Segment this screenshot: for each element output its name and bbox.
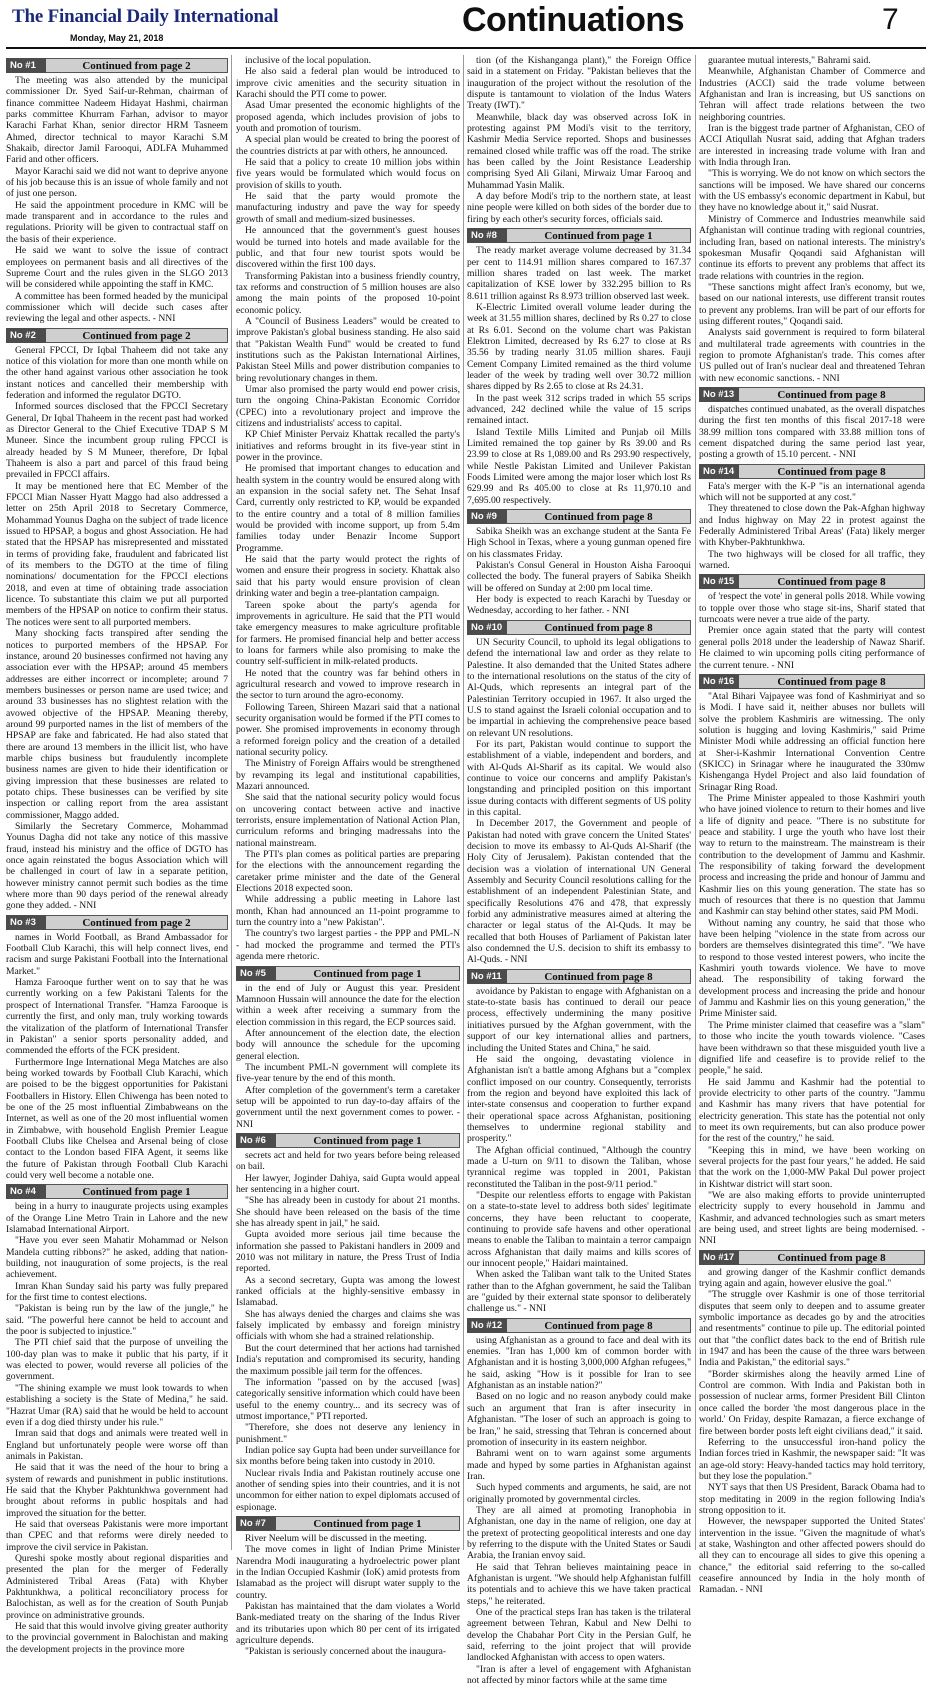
story (6, 58, 228, 325)
story-number: No #15 (699, 574, 739, 589)
paragraph: K-Electric Limited overall volume leader during the week at 31.55 million shares, declined by Rs 0.27 to close at Rs 6.01. Second on the volume chart was Pakistan Elektron Limited, decreased by Rs 6.27 to close at Rs 35.56 by trading nearly 31.05 million shares. Fauji Cement Company Limited remained as the third volume leader of the week by trading well over 30.72 million shares dipped by Rs 2.65 to close at Rs 24.31. (467, 301, 691, 393)
paragraph: Pakistan has maintained that the dam violates a World Bank-mediated treaty on the sharing of the Indus River and its tributaries upon which 80 per cent of its irrigated agriculture depends. (236, 1601, 460, 1647)
paragraph: "The shining example we must look towards to when establishing a society is the State of Medina," he said. "Hazrat Umar (RA) said that he would be held to account even if a dog died thirsty under his rule." (6, 1382, 228, 1428)
paragraph: Without naming any country, he said that those who have been helping "violence in the state from across our borders are themselves disintegrated this time". "We have to respond to those vested interest powers, who incite the Kashmiri youth towards violence. We have to move ahead. The responsibility of taking forward the development process and increasing the pride and honour of Jammu and Kashmir lies on this young generation," the Prime Minister said. (699, 917, 925, 1020)
paragraph: He said the ongoing, devastating violence in Afghanistan isn't a battle among Afghans but a "complex conflict imposed on our country. Consequently, terrorists from the region and beyond have exploited this lack of inter-state consensus and cooperation to further expand their operational space across Afghanistan, positioning themselves to undermine regional stability and prosperity." (467, 1053, 691, 1145)
paragraph: of 'respect the vote' in general polls 2018. While vowing to topple over those who stage sit-ins, Sharif stated that turncoats were never a true aide of the party. (699, 591, 925, 626)
paragraph: She has always denied the charges and claims she was falsely implicated by embassy and foreign ministry officials with whom she had a strained relationship. (236, 1308, 460, 1343)
paragraph: She said that the national security policy would focus on uncovering contact between active and inactive terrorists, ensure implementation of National Action Plan, curriculum reforms and bringing madressahs into the national mainstream. (236, 792, 460, 849)
story-header (699, 464, 925, 479)
story-number: No #17 (699, 1250, 739, 1265)
paragraph: Many shocking facts transpired after sending the notices to purported members of the HPSAP. For instance, around 20 businesses confirmed not having any association ever with the HPSAP; around 45 members addresses are either incorrect or incomplete; around 7 members businesses or person name are used twice; and around 33 businesses has no slightest relation with the avowed objective of the HPSAP. Meaning thereby, around 99 purported names in the list of members of the HPSAP are fake and fabricated. He had also stated that there are around 13 members in the illicit list, who have marble chips business but fraudulently incomplete business names are given to hide their identification or giving impression that these businesses are related to potato chips. These businesses can be verified by site inspection or calling report from the area assistant commissioner, Maggo added. (6, 628, 228, 821)
story-header (467, 1318, 691, 1333)
paragraph: "These sanctions might affect Iran's economy, but we, based on our national interests, use different transit routes to prevent any problems. Iran will be part of our efforts for using different routes," Qoqandi said. (699, 281, 925, 327)
column-4 (699, 55, 925, 1596)
paragraph: A day before Modi's trip to the northern state, at least nine people were killed on both sides of the border due to firing by each other's security forces, officials said. (467, 191, 691, 225)
story (467, 228, 691, 506)
paragraph: He said we want to solve the issue of contract employees on permanent basis and all directives of the Supreme Court and the rules given in the SLGO 2013 will be considered while appointing the staff in KMC. (6, 245, 228, 291)
story-header (236, 1133, 460, 1148)
story-title: Continued from page 2 (46, 58, 228, 73)
paragraph: The meeting was also attended by the municipal commissioner Dr. Syed Saif-ur-Rehman, chairman of finance committee Nadeem Hidayat Hashmi, chairman parks committee Khurram Farhan, advisor to mayor Karachi Farhat Khan, senior director HRM Tasneem Ahmed, director technical to mayor Karachi S.M Shakaib, director Jamil Farooqui, ADLFA Muhammed Farid and other officers. (6, 75, 228, 166)
column-2 (236, 55, 460, 1658)
story-header (236, 966, 460, 981)
story-title: Continued from page 8 (739, 674, 925, 689)
story (699, 464, 925, 572)
paragraph: secrets act and held for two years before being released on bail. (236, 1149, 460, 1173)
story-title: Continued from page 8 (507, 620, 691, 635)
story-title: Continued from page 8 (739, 464, 925, 479)
paragraph: For its part, Pakistan would continue to support the establishment of a viable, independent and borders, and with Al-Quds Al-Sharif as its capital. We would also continue to voice our concerns and amplify Pakistan's longstanding and principled position on this important issue during contacts with different segments of US polity in this capital. (467, 738, 691, 818)
story-title: Continued from page 2 (46, 328, 228, 343)
story (467, 509, 691, 617)
paragraph: But the court determined that her actions had tarnished India's reputation and compromised its security, handing the maximum possible jail term for the offences. (236, 1342, 460, 1377)
paragraph: Umar also promised the party would end power crisis, turn the ongoing China-Pakistan Economic Corridor (CPEC) into a revolutionary project and improve the citizens and industrialists' access to capital. (236, 383, 460, 429)
paragraph: Premier once again stated that the party will contest general polls 2018 under the leadership of Nawaz Sharif. He claimed to win upcoming polls citing performance of the current tenure. - NNI (699, 625, 925, 671)
story-number: No #8 (467, 228, 507, 243)
paragraph: The two highways will be closed for all traffic, they warned. (699, 548, 925, 572)
story-title: Continued from page 8 (507, 969, 691, 984)
paragraph: Informed sources disclosed that the FPCCI Secretary General, Dr Iqbal Thaheem in the recent past had worked as Director General to the Chief Executive TDAP S M Muneer. Since the incumbent group ruling FPCCI is already headed by S M Muneer, therefore, Dr Iqbal Thaheem is also a part and parcel of this fraud being prevailed in FPCCI affairs. (6, 401, 228, 481)
story-title: Continued from page 8 (507, 1318, 691, 1333)
paragraph: and growing danger of the Kashmir conflict demands trying again and again, however elusive the goal." (699, 1266, 925, 1290)
story-header (467, 509, 691, 524)
paragraph: names in World Football, as Brand Ambassador for Football Club Karachi, this will help connect lives, end racism and surge Pakistani Football into the International Market." (6, 931, 228, 977)
story (236, 1516, 460, 1658)
paragraph: The Ministry of Foreign Affairs would be strengthened by revamping its legal and institutional capabilities, Mazari announced. (236, 758, 460, 792)
paragraph: KP Chief Minister Pervaiz Khattak recalled the party's initiatives and reforms brought in its five-year stint in power in the province. (236, 429, 460, 464)
paragraph: UN Security Council, to uphold its legal obligations to defend the international law and order as they relate to Palestine. It also demanded that the United States adhere to the international resolutions on the status of the city of Al-Quds, which represents an integral part of the Palestinian Territory occupied in 1967. It also urged the U.S to stand against the Israeli colonial occupation and to be impartial in achieving the comprehensive peace based on relevant UN resolutions. (467, 636, 691, 739)
paragraph: He said that the party would protect the rights of women and ensure their progress in society. Khattak also said that his party would ensure provision of clean drinking water and begin a tree-plantation campaign. (236, 554, 460, 600)
paragraph: After announcement of the election date, the election body will announce the schedule for the upcoming general election. (236, 1027, 460, 1062)
paragraph: Asad Umar presented the economic highlights of the proposed agenda, which includes provision of jobs to youth and promotion of tourism. (236, 100, 460, 135)
paragraph: Transforming Pakistan into a business friendly country, tax reforms and construction of 5 million houses are also among the main points of the proposed 10-point economic policy. (236, 270, 460, 316)
paragraph: "Have you ever seen Mahatir Mohammad or Nelson Mandela cutting ribbons?" he asked, adding that nation-building, not inauguration of some projects, is the real achievement. (6, 1235, 228, 1281)
masthead: The Financial Daily International (12, 6, 279, 27)
paragraph: tion (of the Kishanganga plant)," the Foreign Office said in a statement on Friday. "Pakistan believes that the inauguration of the project without the resolution of the dispute is tantamount to violation of the Indus Waters Treaty (IWT)." (467, 55, 691, 112)
paragraph: The Afghan official continued, "Although the country made a U-turn on 9/11 to disown the Taliban, whose tyrannical regime was toppled in 2001, Pakistan reconstituted the Taliban in the post-9/11 period." (467, 1144, 691, 1190)
paragraph: Meanwhile, black day was observed across IoK in protesting against PM Modi's visit to the territory, Kashmir Media Service reported. Shops and businesses remained closed while traffic was off the road. The strike has been called by the Joint Resistance Leadership comprising Syed Ali Gilani, Mirwaiz Umar Farooq and Muhammad Yasin Malik. (467, 111, 691, 191)
story-number: No #4 (6, 1184, 46, 1199)
paragraph: Iran is the biggest trade partner of Afghanistan, CEO of ACCI Atiqullah Nusrat said, adding that Afghan traders are interested in increasing trade volume with Iran and with India through Iran. (699, 123, 925, 169)
story-title: Continued from page 2 (46, 915, 228, 930)
story-title: Continued from page 8 (507, 509, 691, 524)
paragraph: "The struggle over Kashmir is one of those territorial disputes that seem only to deepen and to assume greater symbolic importance as decades go by and the atrocities and resentments" continue to pile up. The editorial pointed out that "the conflict dates back to the end of British rule in 1947 and has been the cause of the three wars between India and Pakistan," the editorial says." (699, 1289, 925, 1369)
paragraph: The move comes in light of Indian Prime Minister Narendra Modi inaugurating a hydroelectric power plant in the Indian Occupied Kashmir (IoK) amid protests from Islamabad as the project will disrupt water supply to the country. (236, 1544, 460, 1601)
column-1 (6, 55, 228, 1655)
story (236, 1133, 460, 1513)
paragraph: The ready market average volume decreased by 31.34 per cent to 114.91 million shares compared to 167.37 million shares traded on last week. The market capitalization of KSE lower by 332.295 billion to Rs 8.611 trillion against Rs 8.973 trillion observed last week. (467, 245, 691, 302)
story (467, 620, 691, 966)
story-header (467, 228, 691, 243)
column-3 (467, 55, 691, 1686)
column-divider (231, 55, 232, 1550)
paragraph: Tareen spoke about the party's agenda for improvements in agriculture. He said that the PTI would take emergency measures to make agriculture profitable for farmers. He promised financial help and better access to loans for farmers while also promising to make the country self-sufficient in milk-related products. (236, 599, 460, 668)
paragraph: The country's two largest parties - the PPP and PML-N - had mocked the programme and termed the PTI's agenda mere rhetoric. (236, 928, 460, 963)
paragraph: Furthermore Inge International Mega Matches are also being worked towards by Football Club Karachi, which are poised to be the biggest opportunities for Pakistani Footballers in History. Ellen Chiwenga has been noted to be one of the 25 most influential Zimbabweans on the Internet, as well as one of the 20 most influential women in Zimbabwe, with household English Premier League Football Clubs like Chelsea and Arsenal being of close contact to the London based FIFA Agent, it seems like the future of Pakistan through Football Club Karachi could very well become a notable one. (6, 1056, 228, 1181)
paragraph: Qureshi spoke mostly about regional disparities and presented the plan for the merger of Federally Administered Tribal Areas (Fata) with Khyber Pakhtunkhwa, a political reconciliatory process for Balochistan, as well as for the creation of South Punjab province on administrative grounds. (6, 1552, 228, 1621)
story-header (236, 1516, 460, 1531)
paragraph: River Neelum will be discussed in the meeting. (245, 1532, 427, 1544)
story-number: No #11 (467, 969, 507, 984)
story-header (6, 915, 228, 930)
paragraph: Sabika Sheikh was an exchange student at the Santa Fe High School in Texas, where a young gunman opened fire on his classmates Friday. (467, 526, 691, 560)
paragraph: In the past week 312 scrips traded in which 55 scrips advanced, 242 declined while the value of 15 scrips remained intact. (467, 392, 691, 427)
story (467, 969, 691, 1315)
paragraph: Island Textile Mills Limited and Punjab oil Mills Limited remained the top gainer by Rs 39.00 and Rs 23.99 to close at Rs 1,089.00 and Rs 293.90 respectively, while Nestle Pakistan Limited and Unilever Pakistan Foods Limited were among the major loser which lost Rs 629.99 and Rs 405.00 to close at Rs 11,970.10 and 7,695.00 respectively. (467, 426, 691, 506)
paragraph: He said that it was the need of the hour to bring a system of rewards and punishment in public institutions. He said that the Khyber Pakhtunkhwa government had brought about reforms in public hospitals and had improved the situation for the better. (6, 1462, 228, 1519)
paragraph: The incumbent PML-N government will complete its five-year tenure by the end of this month. (236, 1061, 460, 1085)
paragraph: Pakistan's Consul General in Houston Aisha Farooqui collected the body. The funeral prayers of Sabika Sheikh will be offered on Sunday at 2:00 pm local time. (467, 560, 691, 594)
story (467, 1318, 691, 1686)
paragraph: "Atal Bihari Vajpayee was fond of Kashmiriyat and so is Modi. I have said it, neither abuses nor bullets will solve the problem Kashmiris are witnessing. The only solution is hugging and loving Kashmiris," said Prime Minister Modi while addressing an official function here at Sher-i-Kashmir International Convention Centre (SKICC) in Srinagar where he inaugurated the 330mw Kishenganga Hydel Project and also laid foundation of Srinagar Ring Road. (699, 690, 925, 793)
paragraph: Indian police say Gupta had been under surveillance for six months before being taken into custody in 2010. (236, 1444, 460, 1468)
story (699, 387, 925, 461)
paragraph: in the end of July or August this year. President Mamnoon Hussain will announce the date for the election within a week after receiving a summary from the election commission in this regard, the ECP sources said. (236, 982, 460, 1028)
paragraph: He said that overseas Pakistanis were more important than CPEC and that reforms were direly needed to improve the civil service in Pakistan. (6, 1518, 228, 1553)
paragraph: One of the practical steps Iran has taken is the trilateral agreement between Tehran, Kabul and New Delhi to develop the Chabahar Port City in the Persian Gulf, he said, referring to the joint project that will provide landlocked Afghanistan with access to open waters. (467, 1607, 691, 1664)
story-number: No #16 (699, 674, 739, 689)
paragraph: Gupta avoided more serious jail time because the information she passed to Pakistani handlers in 2009 and 2010 was not military in nature, the Press Trust of India reported. (236, 1229, 460, 1275)
paragraph: Nuclear rivals India and Pakistan routinely accuse one another of sending spies into their countries, and it is not uncommon for either nation to expel diplomats accused of espionage. (236, 1467, 460, 1513)
paragraph: As a second secretary, Gupta was among the lowest ranked officials at the highly-sensitive embassy in Islamabad. (236, 1274, 460, 1309)
paragraph: The Prime minister claimed that ceasefire was a "slam" to those who incite the youth towards violence. "Cases have been withdrawn so that these misguided youth live a dignified life and ceasefire is to provide relief to the people," he said. (699, 1019, 925, 1077)
story (699, 1250, 925, 1596)
story-header (6, 1184, 228, 1199)
paragraph: "She has already been in custody for about 21 months. She should have been released on the basis of the time she has already spent in jail," he said. (236, 1195, 460, 1230)
story-title: Continued from page 1 (276, 966, 460, 981)
paragraph: using Afghanistan as a ground to face and deal with its enemies. "Iran has 1,000 km of common border with Afghanistan and it is hosting 3,000,000 Afghan refugees," he said, asking "How is it possible for Iran to see Afghanistan as an instable nation?" (467, 1334, 691, 1392)
issue-date: Monday, May 21, 2018 (70, 33, 164, 43)
paragraph: He said Jammu and Kashmir had the potential to provide electricity to other parts of the country. "Jammu and Kashmir has many rivers that have potential for electricity generation. This state has the potential not only to meet its own requirements, but can also produce power for the rest of the country," he said. (699, 1076, 925, 1145)
story-header (699, 387, 925, 402)
continued-text (699, 55, 925, 384)
paragraph: The PTI chief said that the purpose of unveiling the 100-day plan was to make it public that his party, if it was elected to power, would reverse all policies of the government. (6, 1337, 228, 1383)
paragraph: guarantee mutual interests," Bahrami said. (708, 55, 871, 66)
paragraph: "Pakistan is being run by the law of the jungle," he said. "The powerful here cannot be held to account and the poor is subjected to injustice." (6, 1303, 228, 1338)
story-number: No #6 (236, 1133, 276, 1148)
paragraph: After completion of the government's term a caretaker setup will be appointed to run day-to-day affairs of the government until the next government comes to power. - NNI (236, 1084, 460, 1130)
paragraph: "This is worrying. We do not know on which sectors the sanctions will be imposed. We have shared our concerns with the US embassy's economic department in Kabul, but they have no knowledge about it," said Nusrat. (699, 168, 925, 214)
paragraph: "Therefore, she does not deserve any leniency in punishment." (236, 1422, 460, 1445)
story (6, 328, 228, 912)
paragraph: It may be mentioned here that EC Member of the FPCCI Mian Nasser Hyatt Maggo had also addressed a letter on 25th April 2018 to Secretary Commerce, Mohammad Younus Dagha on the subject of trade licence issued to HPSAP, a bogus and ghost Association. He had stated that the HPSAP has misrepresented and misstated in terms of providing fake, fraudulent and fabricated list of its members to the DGTO at the time of filing nominations/ documentation for the FPCCI elections 2018, and even at time of obtaining trade association licence. To substantiate this claim we put all purported members of the HPSAP on notice to confirm their status. The notices were sent to all purported members. (6, 480, 228, 628)
story-title: Continued from page 1 (276, 1516, 460, 1531)
story (236, 966, 460, 1130)
paragraph: Her body is expected to reach Karachi by Tuesday or Wednesday, according to her father. - NNI (467, 594, 691, 617)
paragraph: Ministry of Commerce and Industries meanwhile said Afghanistan will continue trading with regional countries, including Iran, based on national interests. The ministry's spokesman Musafir Qoqandi said Afghanistan will continue its efforts to prevent any problems that affect its trade relations with countries in the region. (699, 213, 925, 282)
story-number: No #5 (236, 966, 276, 981)
paragraph: In December 2017, the Government and people of Pakistan had noted with grave concern the United States' decision to move its embassy to Al-Quds Al-Sharif (the Holy City of Jerusalem). Pakistan contended that the decision was a violation of international UN General Assembly and Security Council resolutions calling for the establishment of an independent Palestinian State, and specifically Resolutions 476 and 478, that expressly forbid any administrative measures aimed at altering the character or legal status of the Al-Quds. It may be recalled that both Houses of Parliament of Pakistan later also condemned the U.S. decision to shift its embassy to Al-Quds. - NNI (467, 818, 691, 966)
paragraph: "Keeping this in mind, we have been working on several projects for the past four years," he added. He said that the work on the 1,000-MW Pakal Dul power project in Kishtwar district will start soon. (699, 1144, 925, 1190)
story (699, 674, 925, 1247)
paragraph: He said that a policy to create 10 million jobs within five years would be formulated which would focus on provision of skills to youth. (236, 157, 460, 191)
paragraph: inclusive of the local population. (245, 55, 372, 66)
paragraph: "Despite our relentless efforts to engage with Pakistan on a state-to-state level to address both sides' legitimate concerns, they have been reluctant to cooperate, continuing to provide safe havens and other operational means to enable the Taliban to maintain a terror campaign across Afghanistan that daily maims and kills scores of our innocent people," Haidari maintained. (467, 1189, 691, 1270)
story (6, 915, 228, 1182)
paragraph: "We are also making efforts to provide uninterrupted electricity supply to every household in Jammu and Kashmir, and advanced technologies such as smart meters are being used, and street lights are being modernised. - NNI (699, 1189, 925, 1247)
paragraph: General FPCCI, Dr Iqbal Thaheem did not take any notice of this violation for more than one month while on the other hand against various other association he took instant notices and cancelled their membership with federation and informed the regulator DGTO. (6, 344, 228, 401)
paragraph: Mayor Karachi said we did not want to deprive anyone of his job because this is an issue of whole family and not of just one person. (6, 165, 228, 200)
story-header (699, 674, 925, 689)
paragraph: He promised that important changes to education and health system in the country would be ensured along with an expansion in the social safety net. The Sehat Insaf Card, currently only restricted to KP, would be expanded to the entire country and a total of 8 million families would be provided with income support, up from 5.4m families today under Benazir Income Support Programme. (236, 463, 460, 554)
paragraph: The PTI's plan comes as political parties are preparing for the elections with the announcement regarding the caretaker prime minister and the date of the General Elections 2018 expected soon. (236, 849, 460, 895)
paragraph: A committee has been formed headed by the municipal commissioner which will decide such cases after reviewing the legal and other aspects. - NNI (6, 290, 228, 325)
continued-text (467, 55, 691, 225)
story-title: Continued from page 1 (276, 1133, 460, 1148)
paragraph: Her lawyer, Joginder Dahiya, said Gupta would appeal her sentencing in a higher court. (236, 1172, 460, 1195)
story-header (699, 574, 925, 589)
story-header (699, 1250, 925, 1265)
paragraph: Meanwhile, Afghanistan Chamber of Commerce and Industries (ACCI) said the trade volume between Afghanistan and Iran is increasing, but US sanctions on Tehran will affect trade relations between the two neighboring countries. (699, 66, 925, 123)
paragraph: While addressing a public meeting in Lahore last month, Khan had announced an 11-point programme to turn the country into a "new Pakistan". (236, 894, 460, 929)
paragraph: They threatened to close down the Pak-Afghan highway and Indus highway on May 22 in protest against the Federally Administered Tribal Areas' (Fata) likely merger with Khyber-Pakhtunkhwa. (699, 503, 925, 549)
paragraph: Fata's merger with the K-P "is an international agenda which will not be supported at any cost." (699, 480, 925, 504)
paragraph: Similarly the Secretary Commerce, Mohammad Younus Dagha did not take any notice of this massive fraud, instead his ministry and the office of DGTO has once again reinstated the bogus Association which will be challenged in court of law in a separate petition, however ministry cannot permit such bodies as the time where more than 90 days period of the renewal already gone they added. - NNI (6, 821, 228, 912)
paragraph: Following Tareen, Shireen Mazari said that a national security organisation would be formed if the PTI comes to power. She promised improvements in economy through a reformed foreign policy and the creation of a detailed national security policy. (236, 701, 460, 758)
story (699, 574, 925, 670)
paragraph: A "Council of Business Leaders" would be created to improve Pakistan's global business standing. He also said that "Pakistan Wealth Fund" would be created to fund institutions such as the Pakistan International Airlines, Pakistan Steel Mills and power distribution companies to bring revolutionary changes in them. (236, 315, 460, 384)
page-header (0, 0, 931, 48)
paragraph: avoidance by Pakistan to engage with Afghanistan on a state-to-state basis has continued to derail our peace process, effectively undermining the many positive initiatives pursued by the Afghan government, with the support of our key international allies and partners, including the United States and China," he said. (467, 985, 691, 1054)
story-number: No #14 (699, 464, 739, 479)
paragraph: He said that this would involve giving greater authority to the provincial government in Balochistan and making the development projects in the province more (6, 1621, 228, 1655)
paragraph: A special plan would be created to bring the poorest of the countries districts at par with others, he announced. (236, 134, 460, 157)
paragraph: Bahrami went on to warn against some arguments made and hyped by some parties in Afghanistan against Iran. (467, 1448, 691, 1482)
story-number: No #9 (467, 509, 507, 524)
story-title: Continued from page 1 (507, 228, 691, 243)
paragraph: He said that Tehran believes maintaining peace in Afghanistan is urgent. "We should help Afghanistan fulfill its potentials and to achieve this we have taken practical steps," he reiterated. (467, 1561, 691, 1607)
story-number: No #1 (6, 58, 46, 73)
paragraph: Imran said that dogs and animals were treated well in England but unfortunately people were worse off than animals in Pakistan. (6, 1428, 228, 1462)
paragraph: He announced that the government's guest houses would be turned into hotels and made available for the public, and that four new tourist spots would be discovered within the first 100 days. (236, 225, 460, 271)
paragraph: When asked the Taliban want talk to the United States rather than to the Afghan government, he said the Taliban are "guided by their external state sponsor to deliberately challenge us." - NNI (467, 1269, 691, 1315)
paragraph: He noted that the country was far behind others in agricultural research and vowed to improve research in the sector to turn around the agro-economy. (236, 667, 460, 702)
paragraph: Such hyped comments and arguments, he said, are not originally promoted by governmental circles. (467, 1482, 691, 1505)
story-header (467, 620, 691, 635)
story-number: No #13 (699, 387, 739, 402)
paragraph: "Border skirmishes along the heavily armed Line of Control are common. With India and Pakistan both in possession of nuclear arms, former President Bill Clinton once called the border 'the most dangerous place in the world.' On Friday, despite Ramazan, a fierce exchange of fire between border posts left eight civilians dead," it said. (699, 1368, 925, 1437)
story-number: No #12 (467, 1318, 507, 1333)
story-title: Continued from page 8 (739, 387, 925, 402)
story-number: No #7 (236, 1516, 276, 1531)
paragraph: They are all aimed at promoting Iranophobia in Afghanistan, one day in the name of religion, one day at the pretext of protecting geopolitical interests and one day by referring to the dispute with the United States or Saudi Arabia, the Iranian envoy said. (467, 1504, 691, 1562)
story-number: No #10 (467, 620, 507, 635)
story-header (6, 58, 228, 73)
paragraph: being in a hurry to inaugurate projects using examples of the Orange Line Metro Train in Lahore and the new Islamabad International Airport. (6, 1201, 228, 1235)
header-rule (6, 47, 926, 49)
continued-text (236, 55, 460, 963)
paragraph: He said that the party would promote the manufacturing industry and pave the way for speedy growth of small and medium-sized businesses. (236, 191, 460, 225)
paragraph: The information "passed on by the accused [was] categorically sensitive information which could have been useful to the enemy country... and its secrecy was of utmost importance," PTI reported. (236, 1376, 460, 1422)
paragraph: Referring to the unsuccessful iron-hand policy the Indian forces tried in Kashmir, the newspaper said: "It was an age-old story: Heavy-handed tactics may hold territory, but they lose the population." (699, 1436, 925, 1482)
paragraph: However, the newspaper supported the United States' intervention in the issue. "Given the magnitude of what's at stake, Washington and other affected powers should do all they can to encourage all sides to give this opening a chance," the editorial said referring to the so-called ceasefire announced by India in the holy month of Ramadan. - NNI (699, 1516, 925, 1596)
story-number: No #3 (6, 915, 46, 930)
paragraph: NYT says that then US President, Barack Obama had to stop meditating in 2009 in the region following India's strong opposition to it. (699, 1482, 925, 1516)
paragraph: dispatches continued unabated, as the overall dispatches during the first ten months of this fiscal 2017-18 were 38.99 million tons compared with 33.88 million tons of cement dispatched during the same period last year, posting a growth of 15.10 percent. - NNI (699, 403, 925, 461)
section-title: Continuations (462, 1, 685, 39)
column-divider (695, 55, 696, 1550)
paragraph: "Pakistan is seriously concerned about the inaugura- (245, 1646, 447, 1658)
paragraph: Imran Khan Sunday said his party was fully prepared for the first time to contest elections. (6, 1280, 228, 1304)
story-header (6, 328, 228, 343)
paragraph: He said the appointment procedure in KMC will be made transparent and in accordance to the rules and regulations. Priority will be given to contractual staff on the basis of their experience. (6, 199, 228, 245)
story-title: Continued from page 8 (739, 574, 925, 589)
paragraph: Based on no logic and no reason anybody could make such an argument that Iran is after insecurity in Afghanistan. "The loser of such an approach is going to be Iran," he said, stressing that Tehran is concerned about promotion of insecurity in its eastern neighbor. (467, 1391, 691, 1448)
page-number: 7 (882, 3, 899, 36)
story-title: Continued from page 8 (739, 1250, 925, 1265)
story-header (467, 969, 691, 984)
paragraph: Analysts said government is required to form bilateral and multilateral trade agreements with countries in the region to promote Afghanistan's trade. This comes after US pulled out of Iran's nuclear deal and threatened Tehran with new economic sanctions. - NNI (699, 327, 925, 384)
paragraph: He also said a federal plan would be introduced to improve civic amenities and the security situation in Karachi should the PTI come to power. (236, 66, 460, 101)
story (6, 1184, 228, 1655)
paragraph: Hamza Farooque further went on to say that he was currently working on a few Pakistani Talents for the prospect of International Transfer. "Hamza Farooque is currently the first, and only man, truly working towards the vitalization of the platform of International Transfer in Pakistan" a senior sports personality added, and commended the efforts of the FCK president. (6, 977, 228, 1057)
column-divider (463, 55, 464, 1550)
story-number: No #2 (6, 328, 46, 343)
paragraph: "Iran is after a level of engagement with Afghanistan not affected by minor factors while at the same time (467, 1663, 691, 1686)
story-title: Continued from page 1 (46, 1184, 228, 1199)
paragraph: The Prime Minister appealed to those Kashmiri youth who have joined violence to return to their homes and live a life of dignity and peace. "There is no substitute for peace and stability. I urge the youth who have lost their way to return to the mainstream. The mainstream is their contribution to the development of Jammu and Kashmir. The responsibility of taking forward the development process and increasing the pride and honour of Jammu and Kashmir lies on this young generation. The state has so much of resources that there is no question that Jammu and Kashmir can stay behind other states, said PM Modi. (699, 792, 925, 918)
